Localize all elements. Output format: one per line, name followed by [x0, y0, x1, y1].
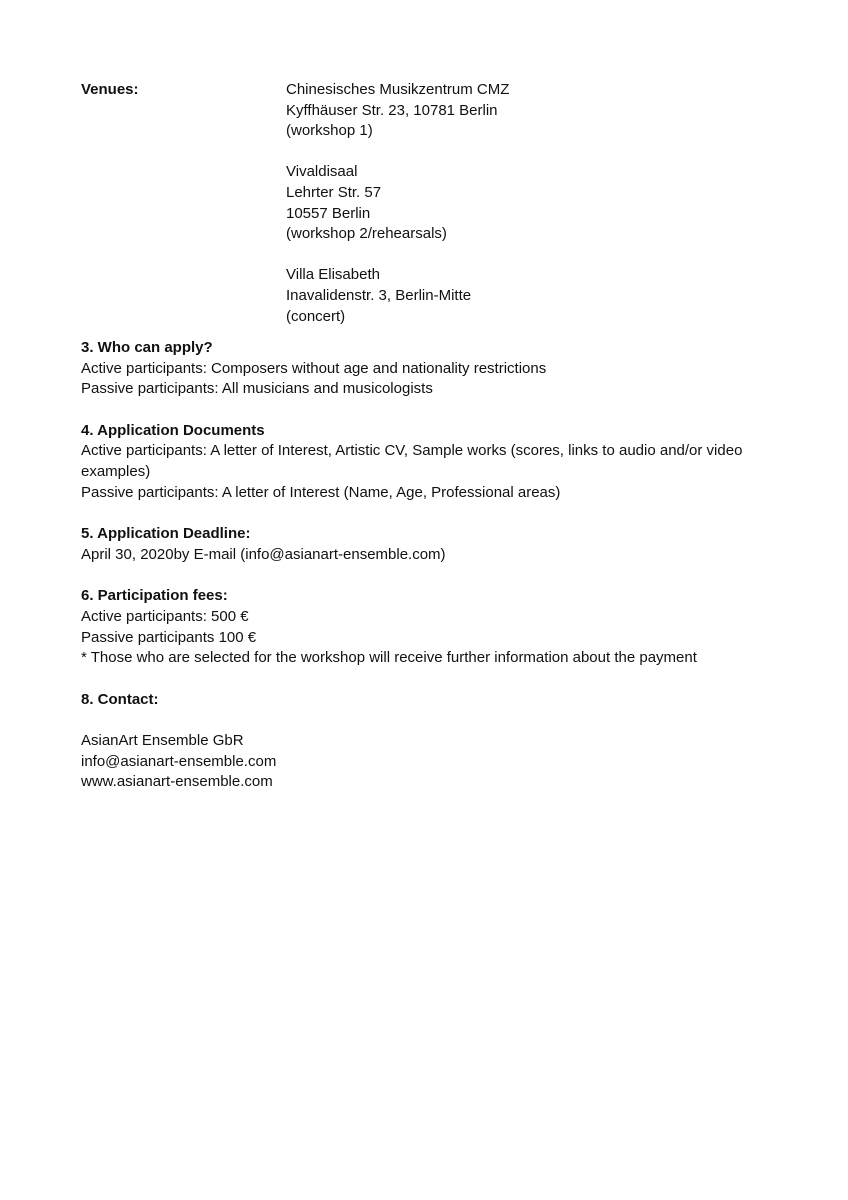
- contact-section: [81, 690, 781, 793]
- participation-fees-section: [81, 586, 781, 668]
- venues-section: [81, 80, 781, 338]
- application-documents-section: [81, 421, 781, 503]
- section-line: Active participants: A letter of Interest, Artistic CV, Sample works (scores, links to audio and/or video examples): [81, 442, 743, 480]
- venue-name: Vivaldisaal: [286, 163, 358, 181]
- venues-label: Venues:: [81, 81, 139, 98]
- section-heading: 8. Contact:: [81, 690, 159, 708]
- venue-list: [286, 80, 746, 348]
- venue-item: [286, 265, 746, 327]
- venue-address: Kyffhäuser Str. 23, 10781 Berlin: [286, 101, 498, 119]
- venue-usage: (workshop 1): [286, 122, 373, 140]
- section-line: Passive participants: A letter of Interest (Name, Age, Professional areas): [81, 483, 561, 501]
- venue-address: Inavalidenstr. 3, Berlin-Mitte: [286, 286, 472, 304]
- section-heading: 4. Application Documents: [81, 421, 265, 439]
- document-page: [81, 80, 781, 814]
- spacer: [81, 710, 781, 731]
- venue-item: [286, 80, 746, 142]
- section-heading: 3. Who can apply?: [81, 339, 213, 356]
- fee-line: Passive participants 100 €: [81, 628, 257, 646]
- contact-organization: AsianArt Ensemble GbR: [81, 731, 244, 749]
- contact-email: info@asianart-ensemble.com: [81, 752, 277, 770]
- deadline-line: April 30, 2020by E-mail (info@asianart-ensemble.com): [81, 545, 446, 563]
- venue-address: Lehrter Str. 57: [286, 183, 382, 201]
- fee-note: * Those who are selected for the workshop will receive further information about the payment: [81, 649, 697, 667]
- fee-line: Active participants: 500 €: [81, 607, 249, 625]
- section-line: Passive participants: All musicians and musicologists: [81, 380, 433, 398]
- venue-name: Villa Elisabeth: [286, 266, 380, 284]
- venue-usage: (concert): [286, 307, 346, 325]
- section-heading: 5. Application Deadline:: [81, 525, 251, 543]
- section-heading: 6. Participation fees:: [81, 587, 228, 605]
- venue-usage: (workshop 2/rehearsals): [286, 225, 447, 243]
- venue-item: [286, 162, 746, 244]
- venue-name: Chinesisches Musikzentrum CMZ: [286, 81, 510, 98]
- venue-address: 10557 Berlin: [286, 204, 371, 222]
- application-deadline-section: [81, 524, 781, 565]
- section-line: Active participants: Composers without age and nationality restrictions: [81, 359, 547, 377]
- contact-website: www.asianart-ensemble.com: [81, 773, 273, 791]
